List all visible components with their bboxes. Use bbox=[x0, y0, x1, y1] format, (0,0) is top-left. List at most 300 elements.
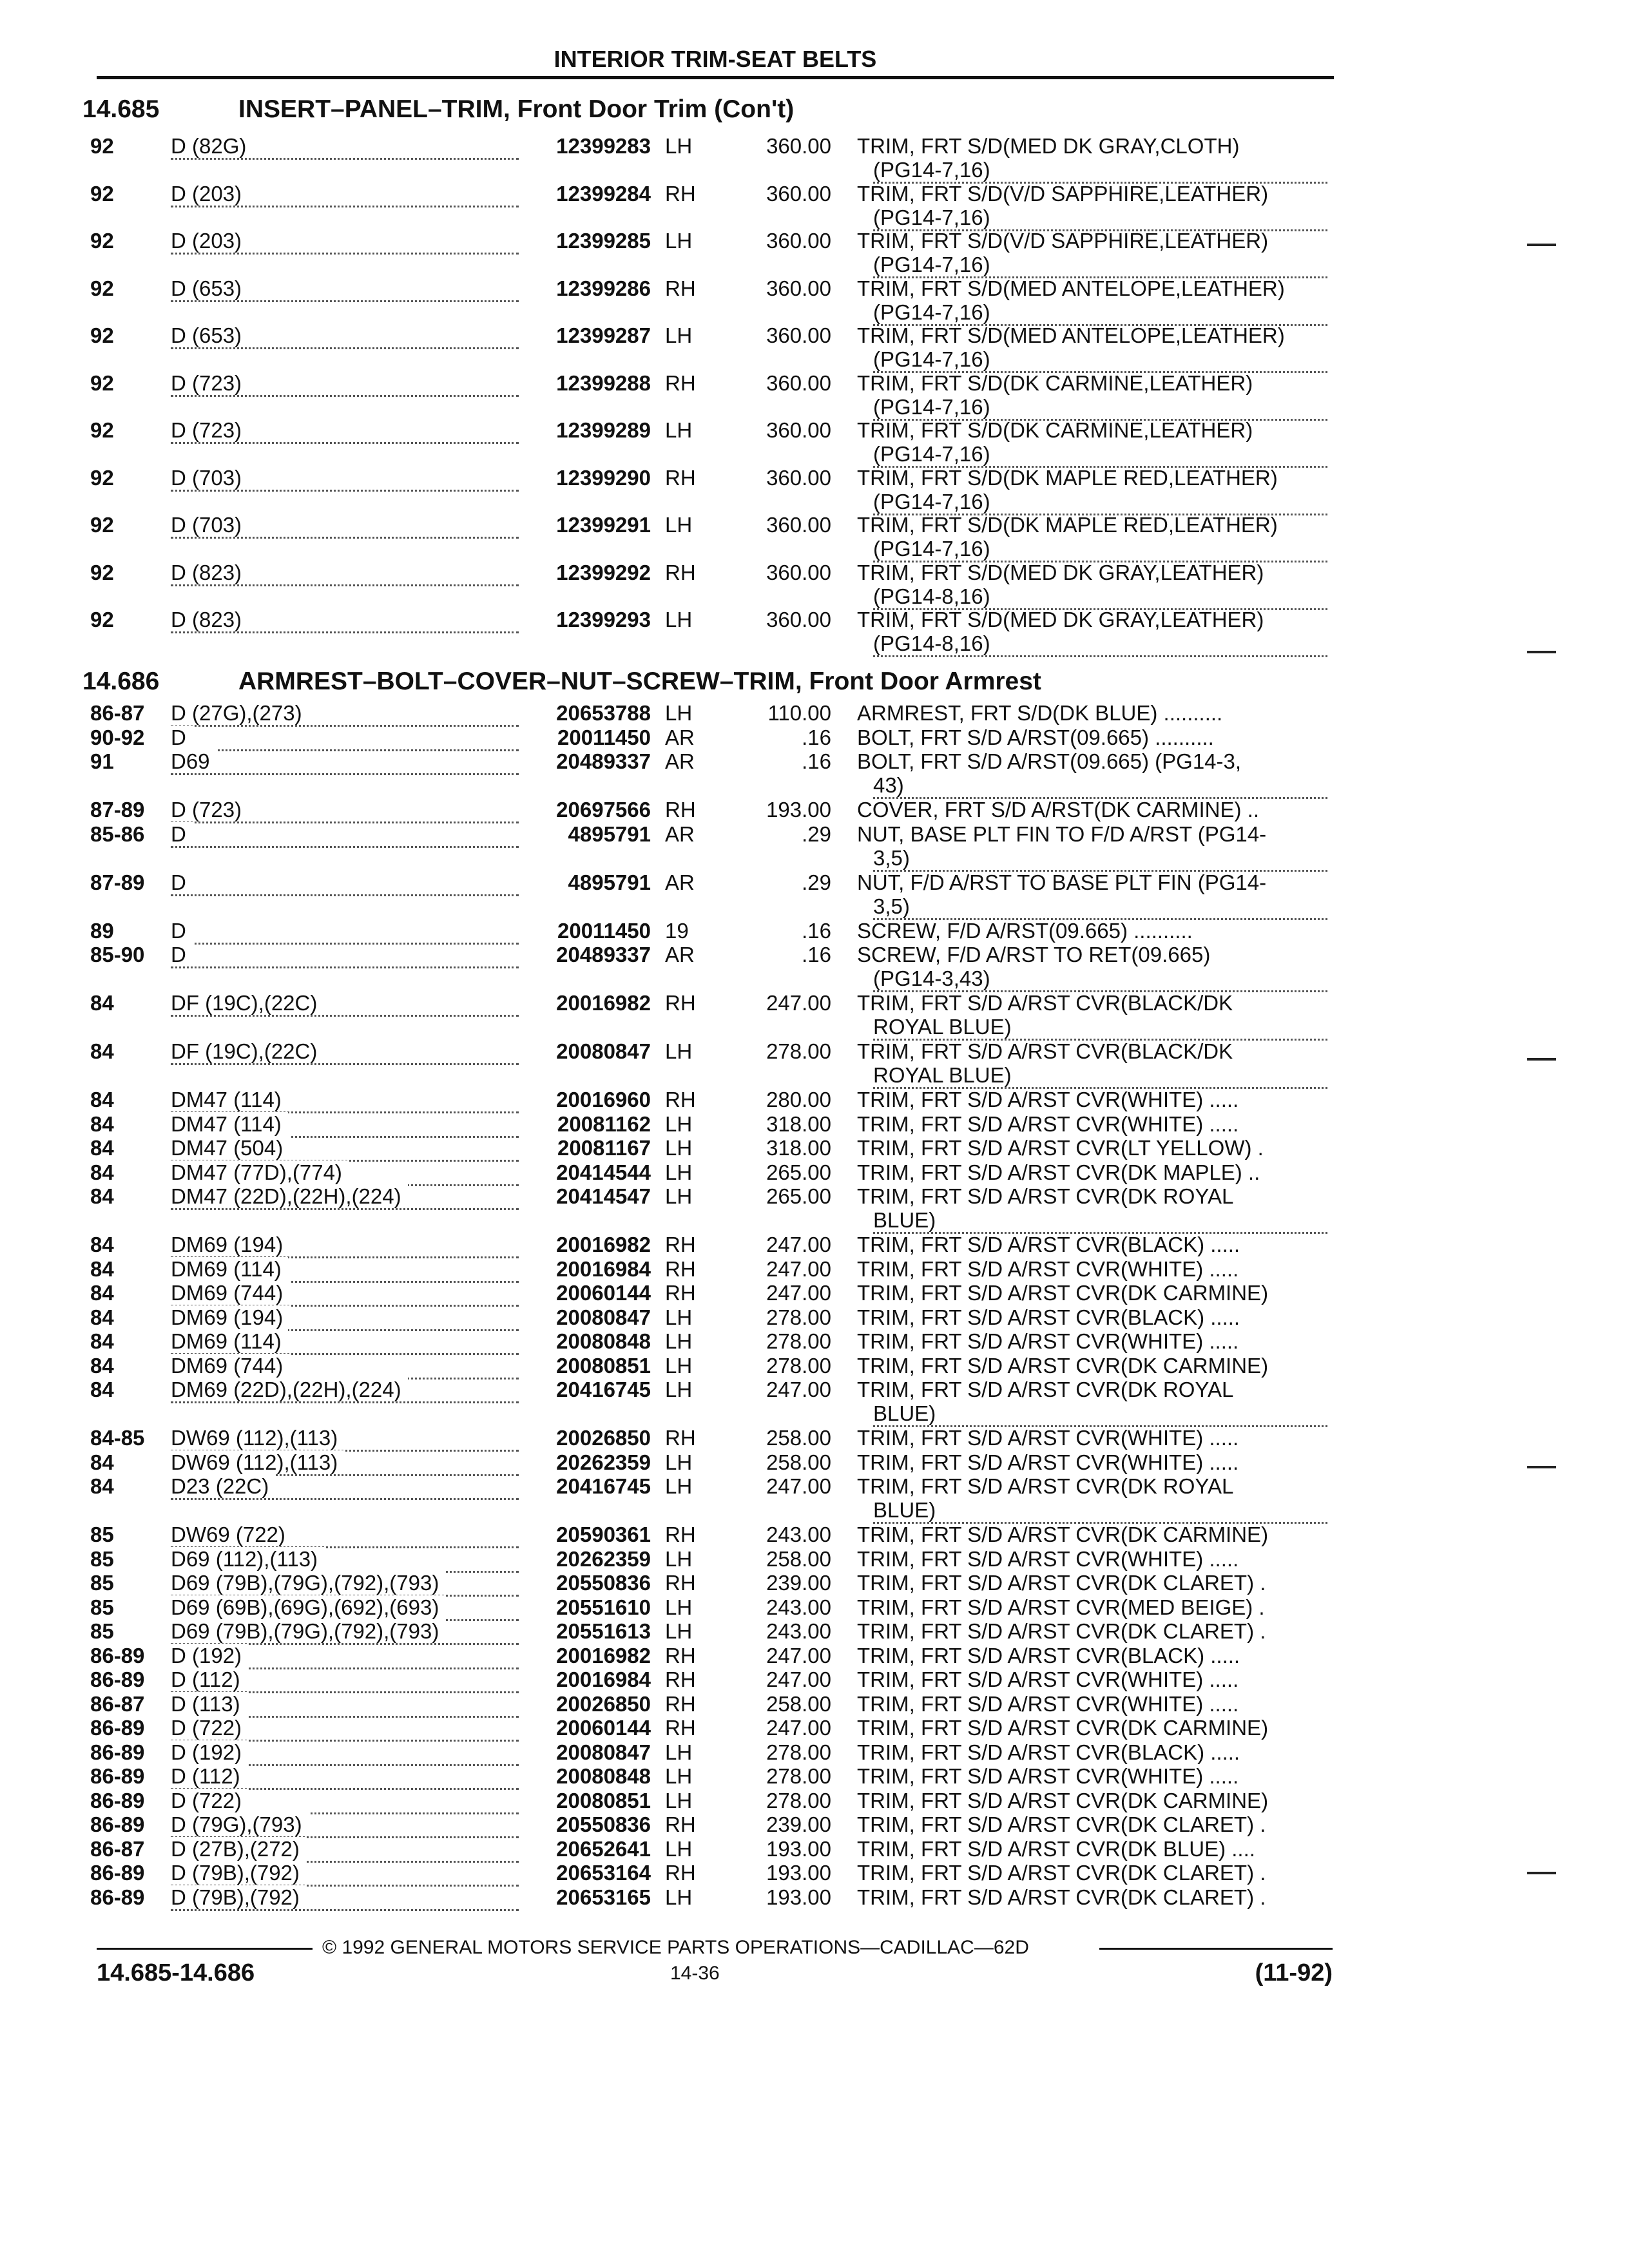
year-range: 91 bbox=[90, 749, 114, 773]
footer-rule-right bbox=[1099, 1948, 1333, 1950]
description bbox=[857, 822, 1327, 872]
part-number: 20011450 bbox=[557, 726, 651, 749]
quantity: LH bbox=[665, 1764, 693, 1788]
description bbox=[857, 418, 1327, 468]
description bbox=[857, 991, 1327, 1041]
quantity: LH bbox=[665, 1378, 693, 1401]
description-continuation-text: 3,5) bbox=[873, 846, 916, 870]
margin-mark bbox=[1527, 1872, 1556, 1874]
description bbox=[857, 1667, 1327, 1691]
quantity: RH bbox=[665, 1716, 696, 1740]
description-continuation-text: (PG14-8,16) bbox=[873, 631, 997, 655]
model-code-text: D (82G) bbox=[171, 134, 253, 158]
model-code-text: D bbox=[171, 919, 193, 943]
model-code-text: DW69 (112),(113) bbox=[171, 1450, 344, 1474]
part-number: 20060144 bbox=[556, 1716, 651, 1740]
description-continuation-text: (PG14-8,16) bbox=[873, 584, 997, 608]
quantity: 19 bbox=[665, 919, 689, 943]
model-code-text: D (203) bbox=[171, 229, 248, 253]
year-range: 92 bbox=[90, 561, 114, 584]
description bbox=[857, 1571, 1327, 1595]
year-range: 86-89 bbox=[90, 1764, 145, 1788]
description-line: TRIM, FRT S/D A/RST CVR(WHITE) ..... bbox=[857, 1088, 1239, 1111]
model-code-text: DM47 (504) bbox=[171, 1136, 289, 1160]
description-line: TRIM, FRT S/D A/RST CVR(BLACK) ..... bbox=[857, 1233, 1240, 1256]
year-range: 86-87 bbox=[90, 1837, 145, 1861]
description-continuation-text: BLUE) bbox=[873, 1208, 942, 1232]
description-line: TRIM, FRT S/D A/RST CVR(DK CLARET) . bbox=[857, 1619, 1266, 1643]
quantity: RH bbox=[665, 371, 696, 395]
description-continuation-text: 3,5) bbox=[873, 894, 916, 918]
model-code bbox=[171, 1112, 519, 1138]
description bbox=[857, 1885, 1327, 1909]
description-line: TRIM, FRT S/D A/RST CVR(DK CLARET) . bbox=[857, 1571, 1266, 1595]
price: 258.00 bbox=[766, 1692, 831, 1716]
year-range: 84 bbox=[90, 1257, 114, 1281]
price: 247.00 bbox=[766, 1644, 831, 1667]
description-continuation bbox=[873, 490, 1327, 515]
year-range: 92 bbox=[90, 182, 114, 206]
model-code-text: DF (19C),(22C) bbox=[171, 991, 323, 1015]
model-code-text: D (203) bbox=[171, 182, 248, 206]
part-number: 20011450 bbox=[557, 919, 651, 943]
description-continuation bbox=[873, 631, 1327, 657]
model-code-text: DM69 (22D),(22H),(224) bbox=[171, 1378, 408, 1401]
description bbox=[857, 1281, 1327, 1305]
part-number: 20414547 bbox=[556, 1184, 651, 1208]
model-code-text: D (113) bbox=[171, 1692, 247, 1716]
description-line: TRIM, FRT S/D(DK MAPLE RED,LEATHER) bbox=[857, 466, 1278, 490]
description-continuation bbox=[873, 894, 1327, 920]
part-number: 4895791 bbox=[568, 870, 651, 894]
year-range: 84 bbox=[90, 991, 114, 1015]
year-range: 85-90 bbox=[90, 943, 145, 966]
part-number: 20080847 bbox=[556, 1305, 651, 1329]
part-number: 12399291 bbox=[556, 513, 651, 537]
quantity: RH bbox=[665, 1644, 696, 1667]
quantity: RH bbox=[665, 798, 696, 822]
year-range: 86-89 bbox=[90, 1716, 145, 1740]
model-code bbox=[171, 182, 519, 207]
price: 258.00 bbox=[766, 1547, 831, 1571]
model-code bbox=[171, 561, 519, 586]
description-continuation-text: BLUE) bbox=[873, 1401, 942, 1425]
price: 265.00 bbox=[766, 1184, 831, 1208]
description-line: TRIM, FRT S/D A/RST CVR(BLACK) ..... bbox=[857, 1644, 1240, 1667]
price: 318.00 bbox=[766, 1112, 831, 1136]
year-range: 85 bbox=[90, 1523, 114, 1546]
year-range: 87-89 bbox=[90, 798, 145, 822]
price: 360.00 bbox=[766, 323, 831, 347]
part-number: 20080851 bbox=[556, 1354, 651, 1378]
model-code-text: DF (19C),(22C) bbox=[171, 1039, 323, 1063]
part-number: 20016960 bbox=[556, 1088, 651, 1111]
model-code-text: DM69 (744) bbox=[171, 1281, 289, 1305]
year-range: 86-89 bbox=[90, 1885, 145, 1909]
description bbox=[857, 870, 1327, 920]
description bbox=[857, 919, 1327, 943]
model-code-text: D (722) bbox=[171, 1716, 248, 1740]
part-number: 20652641 bbox=[556, 1837, 651, 1861]
price: 360.00 bbox=[766, 134, 831, 158]
price: 243.00 bbox=[766, 1523, 831, 1546]
description-continuation bbox=[873, 442, 1327, 468]
header-rule bbox=[97, 76, 1334, 79]
description bbox=[857, 798, 1327, 822]
price: .16 bbox=[802, 749, 831, 773]
part-number: 20551610 bbox=[556, 1595, 651, 1619]
model-code bbox=[171, 1547, 519, 1573]
model-code-text: D69 (69B),(69G),(692),(693) bbox=[171, 1595, 445, 1619]
description-continuation-text: BLUE) bbox=[873, 1498, 942, 1522]
model-code bbox=[171, 1595, 519, 1621]
quantity: RH bbox=[665, 1667, 696, 1691]
description bbox=[857, 1450, 1327, 1474]
description-continuation-text: (PG14-7,16) bbox=[873, 206, 997, 229]
description bbox=[857, 1160, 1327, 1184]
quantity: LH bbox=[665, 1039, 693, 1063]
description-line: NUT, BASE PLT FIN TO F/D A/RST (PG14- bbox=[857, 822, 1267, 846]
description-line: TRIM, FRT S/D A/RST CVR(DK CARMINE) bbox=[857, 1281, 1269, 1305]
description-line: TRIM, FRT S/D A/RST CVR(BLACK/DK bbox=[857, 1039, 1233, 1063]
quantity: LH bbox=[665, 1450, 693, 1474]
quantity: RH bbox=[665, 1088, 696, 1111]
model-code bbox=[171, 1692, 519, 1718]
model-code-text: DW69 (722) bbox=[171, 1523, 292, 1546]
model-code-text: DM47 (114) bbox=[171, 1088, 288, 1111]
model-code bbox=[171, 749, 519, 775]
quantity: LH bbox=[665, 1547, 693, 1571]
description-line: TRIM, FRT S/D A/RST CVR(WHITE) ..... bbox=[857, 1692, 1239, 1716]
margin-mark bbox=[1527, 244, 1556, 246]
model-code bbox=[171, 229, 519, 255]
year-range: 89 bbox=[90, 919, 114, 943]
description-continuation bbox=[873, 1208, 1327, 1234]
model-code bbox=[171, 1450, 519, 1476]
description bbox=[857, 1329, 1327, 1353]
price: 247.00 bbox=[766, 1257, 831, 1281]
model-code-text: DM69 (744) bbox=[171, 1354, 289, 1378]
model-code bbox=[171, 1281, 519, 1307]
description-continuation bbox=[873, 347, 1327, 373]
quantity: RH bbox=[665, 1523, 696, 1546]
year-range: 92 bbox=[90, 134, 114, 158]
year-range: 86-89 bbox=[90, 1644, 145, 1667]
model-code-text: DM69 (114) bbox=[171, 1257, 288, 1281]
model-code bbox=[171, 1474, 519, 1500]
price: 278.00 bbox=[766, 1305, 831, 1329]
description bbox=[857, 276, 1327, 326]
part-number: 20016984 bbox=[556, 1257, 651, 1281]
model-code-text: D (112) bbox=[171, 1764, 247, 1788]
model-code bbox=[171, 1426, 519, 1452]
year-range: 84 bbox=[90, 1112, 114, 1136]
description-line: TRIM, FRT S/D(MED DK GRAY,LEATHER) bbox=[857, 561, 1264, 584]
quantity: LH bbox=[665, 513, 693, 537]
part-number: 20653164 bbox=[556, 1861, 651, 1885]
description-line: TRIM, FRT S/D(DK CARMINE,LEATHER) bbox=[857, 371, 1253, 395]
quantity: LH bbox=[665, 608, 693, 631]
price: 360.00 bbox=[766, 608, 831, 631]
description-line: TRIM, FRT S/D A/RST CVR(DK ROYAL bbox=[857, 1378, 1234, 1401]
quantity: RH bbox=[665, 1692, 696, 1716]
year-range: 92 bbox=[90, 323, 114, 347]
quantity: LH bbox=[665, 1740, 693, 1764]
quantity: LH bbox=[665, 1305, 693, 1329]
quantity: AR bbox=[665, 870, 695, 894]
model-code bbox=[171, 1571, 519, 1597]
part-number: 20590361 bbox=[556, 1523, 651, 1546]
description-continuation-text: (PG14-7,16) bbox=[873, 490, 997, 514]
model-code bbox=[171, 1764, 519, 1790]
price: 280.00 bbox=[766, 1088, 831, 1111]
description-line: BOLT, FRT S/D A/RST(09.665) (PG14-3, bbox=[857, 749, 1242, 773]
year-range: 86-87 bbox=[90, 1692, 145, 1716]
quantity: LH bbox=[665, 1885, 693, 1909]
quantity: LH bbox=[665, 1184, 693, 1208]
quantity: LH bbox=[665, 1329, 693, 1353]
year-range: 92 bbox=[90, 466, 114, 490]
description-continuation bbox=[873, 966, 1327, 992]
price: 278.00 bbox=[766, 1354, 831, 1378]
model-code-text: D69 (112),(113) bbox=[171, 1547, 324, 1571]
description bbox=[857, 608, 1327, 657]
part-number: 20551613 bbox=[556, 1619, 651, 1643]
description-line: TRIM, FRT S/D(MED ANTELOPE,LEATHER) bbox=[857, 323, 1285, 347]
price: 278.00 bbox=[766, 1764, 831, 1788]
price: .29 bbox=[802, 822, 831, 846]
description-continuation bbox=[873, 253, 1327, 278]
description-continuation bbox=[873, 206, 1327, 231]
description-continuation-text: (PG14-3,43) bbox=[873, 966, 997, 990]
model-code bbox=[171, 1619, 519, 1645]
price: 360.00 bbox=[766, 182, 831, 206]
model-code-text: D (722) bbox=[171, 1789, 248, 1812]
year-range: 84 bbox=[90, 1136, 114, 1160]
footer-rule-left bbox=[97, 1948, 313, 1950]
quantity: LH bbox=[665, 701, 693, 725]
model-code bbox=[171, 1088, 519, 1113]
price: 243.00 bbox=[766, 1619, 831, 1643]
quantity: LH bbox=[665, 1136, 693, 1160]
price: 247.00 bbox=[766, 991, 831, 1015]
part-number: 20080847 bbox=[556, 1740, 651, 1764]
year-range: 90-92 bbox=[90, 726, 145, 749]
part-number: 20060144 bbox=[556, 1281, 651, 1305]
year-range: 86-87 bbox=[90, 701, 145, 725]
price: .16 bbox=[802, 919, 831, 943]
quantity: LH bbox=[665, 1789, 693, 1812]
model-code-text: DW69 (112),(113) bbox=[171, 1426, 344, 1450]
part-number: 12399290 bbox=[556, 466, 651, 490]
quantity: RH bbox=[665, 1281, 696, 1305]
description-line: SCREW, F/D A/RST TO RET(09.665) bbox=[857, 943, 1211, 966]
model-code-text: D (27B),(272) bbox=[171, 1837, 306, 1861]
description-line: TRIM, FRT S/D A/RST CVR(BLACK) ..... bbox=[857, 1740, 1240, 1764]
part-number: 20080848 bbox=[556, 1764, 651, 1788]
model-code-text: D bbox=[171, 726, 193, 749]
year-range: 86-89 bbox=[90, 1789, 145, 1812]
description-line: TRIM, FRT S/D A/RST CVR(DK ROYAL bbox=[857, 1184, 1234, 1208]
description-line: TRIM, FRT S/D A/RST CVR(WHITE) ..... bbox=[857, 1667, 1239, 1691]
model-code-text: D bbox=[171, 870, 193, 894]
footer-page-number: 14-36 bbox=[670, 1963, 720, 1984]
price: 278.00 bbox=[766, 1740, 831, 1764]
model-code bbox=[171, 1740, 519, 1766]
description bbox=[857, 1088, 1327, 1111]
description bbox=[857, 1716, 1327, 1740]
model-code bbox=[171, 870, 519, 896]
part-number: 20697566 bbox=[556, 798, 651, 822]
margin-mark bbox=[1527, 1058, 1556, 1061]
description-line: TRIM, FRT S/D A/RST CVR(DK MAPLE) .. bbox=[857, 1160, 1260, 1184]
model-code bbox=[171, 1837, 519, 1863]
description-line: COVER, FRT S/D A/RST(DK CARMINE) .. bbox=[857, 798, 1260, 822]
year-range: 85 bbox=[90, 1619, 114, 1643]
description-continuation-text: (PG14-7,16) bbox=[873, 442, 997, 466]
model-code-text: D (703) bbox=[171, 513, 248, 537]
description bbox=[857, 1378, 1327, 1427]
part-number: 20262359 bbox=[556, 1547, 651, 1571]
description-line: TRIM, FRT S/D(DK CARMINE,LEATHER) bbox=[857, 418, 1253, 442]
section-number: 14.685 bbox=[82, 95, 160, 123]
year-range: 92 bbox=[90, 513, 114, 537]
price: 239.00 bbox=[766, 1812, 831, 1836]
quantity: LH bbox=[665, 1112, 693, 1136]
year-range: 84 bbox=[90, 1354, 114, 1378]
part-number: 12399287 bbox=[556, 323, 651, 347]
model-code bbox=[171, 323, 519, 349]
part-number: 20016982 bbox=[556, 1644, 651, 1667]
description bbox=[857, 371, 1327, 421]
description bbox=[857, 726, 1327, 749]
year-range: 84 bbox=[90, 1329, 114, 1353]
model-code bbox=[171, 1184, 519, 1210]
part-number: 20026850 bbox=[556, 1692, 651, 1716]
part-number: 4895791 bbox=[568, 822, 651, 846]
quantity: LH bbox=[665, 1354, 693, 1378]
model-code-text: D (112) bbox=[171, 1667, 247, 1691]
description-line: TRIM, FRT S/D A/RST CVR(MED BEIGE) . bbox=[857, 1595, 1265, 1619]
year-range: 86-89 bbox=[90, 1740, 145, 1764]
model-code-text: DM69 (114) bbox=[171, 1329, 288, 1353]
part-number: 20416745 bbox=[556, 1378, 651, 1401]
year-range: 84 bbox=[90, 1039, 114, 1063]
price: 247.00 bbox=[766, 1233, 831, 1256]
description bbox=[857, 1426, 1327, 1450]
year-range: 84 bbox=[90, 1305, 114, 1329]
quantity: LH bbox=[665, 1837, 693, 1861]
model-code-text: D (79B),(792) bbox=[171, 1861, 306, 1885]
part-number: 12399292 bbox=[556, 561, 651, 584]
description-line: TRIM, FRT S/D(MED DK GRAY,LEATHER) bbox=[857, 608, 1264, 631]
year-range: 84 bbox=[90, 1450, 114, 1474]
description-continuation-text: (PG14-7,16) bbox=[873, 300, 997, 324]
description bbox=[857, 1764, 1327, 1788]
model-code bbox=[171, 513, 519, 539]
description-continuation-text: (PG14-7,16) bbox=[873, 395, 997, 419]
model-code bbox=[171, 1523, 519, 1548]
model-code-text: D69 (79B),(79G),(792),(793) bbox=[171, 1619, 445, 1643]
section-title: INSERT–PANEL–TRIM, Front Door Trim (Con't) bbox=[238, 95, 795, 123]
year-range: 92 bbox=[90, 229, 114, 253]
description-line: TRIM, FRT S/D A/RST CVR(WHITE) ..... bbox=[857, 1450, 1239, 1474]
description-line: TRIM, FRT S/D A/RST CVR(DK CLARET) . bbox=[857, 1812, 1266, 1836]
footer-date: (11-92) bbox=[1255, 1959, 1333, 1986]
year-range: 92 bbox=[90, 608, 114, 631]
model-code-text: D (703) bbox=[171, 466, 248, 490]
section-title: ARMREST–BOLT–COVER–NUT–SCREW–TRIM, Front Door Armrest bbox=[238, 668, 1041, 695]
description-line: TRIM, FRT S/D A/RST CVR(WHITE) ..... bbox=[857, 1112, 1239, 1136]
model-code bbox=[171, 991, 519, 1017]
year-range: 84 bbox=[90, 1088, 114, 1111]
description-line: TRIM, FRT S/D A/RST CVR(DK CARMINE) bbox=[857, 1716, 1269, 1740]
quantity: RH bbox=[665, 466, 696, 490]
description-line: TRIM, FRT S/D A/RST CVR(DK CARMINE) bbox=[857, 1523, 1269, 1546]
model-code bbox=[171, 276, 519, 302]
price: 258.00 bbox=[766, 1450, 831, 1474]
description bbox=[857, 749, 1327, 799]
model-code-text: D23 (22C) bbox=[171, 1474, 275, 1498]
price: 360.00 bbox=[766, 513, 831, 537]
model-code-text: D (79G),(793) bbox=[171, 1812, 309, 1836]
model-code-text: D69 bbox=[171, 749, 217, 773]
description bbox=[857, 701, 1327, 725]
quantity: LH bbox=[665, 229, 693, 253]
part-number: 20080851 bbox=[556, 1789, 651, 1812]
description bbox=[857, 1112, 1327, 1136]
model-code bbox=[171, 418, 519, 444]
year-range: 84 bbox=[90, 1184, 114, 1208]
description-line: TRIM, FRT S/D(MED ANTELOPE,LEATHER) bbox=[857, 276, 1285, 300]
description-continuation-text: 43) bbox=[873, 773, 911, 797]
description bbox=[857, 1233, 1327, 1256]
page-header-title: INTERIOR TRIM-SEAT BELTS bbox=[554, 46, 877, 72]
description-line: TRIM, FRT S/D(DK MAPLE RED,LEATHER) bbox=[857, 513, 1278, 537]
price: 318.00 bbox=[766, 1136, 831, 1160]
part-number: 12399284 bbox=[556, 182, 651, 206]
description bbox=[857, 1523, 1327, 1546]
year-range: 84 bbox=[90, 1474, 114, 1498]
year-range: 84 bbox=[90, 1281, 114, 1305]
part-number: 20081167 bbox=[557, 1136, 651, 1160]
model-code bbox=[171, 822, 519, 848]
description-line: ARMREST, FRT S/D(DK BLUE) .......... bbox=[857, 701, 1223, 725]
description-line: SCREW, F/D A/RST(09.665) .......... bbox=[857, 919, 1193, 943]
model-code-text: D bbox=[171, 943, 193, 966]
price: 360.00 bbox=[766, 418, 831, 442]
description bbox=[857, 1547, 1327, 1571]
description bbox=[857, 1257, 1327, 1281]
model-code bbox=[171, 943, 519, 968]
description bbox=[857, 134, 1327, 184]
footer-copyright: © 1992 GENERAL MOTORS SERVICE PARTS OPERATIONS—CADILLAC—62D bbox=[322, 1937, 1029, 1958]
description bbox=[857, 1305, 1327, 1329]
year-range: 85 bbox=[90, 1547, 114, 1571]
description bbox=[857, 1474, 1327, 1524]
model-code-text: D (823) bbox=[171, 561, 248, 584]
part-number: 20550836 bbox=[556, 1571, 651, 1595]
description-line: TRIM, FRT S/D(V/D SAPPHIRE,LEATHER) bbox=[857, 182, 1269, 206]
description-continuation bbox=[873, 300, 1327, 326]
description-line: TRIM, FRT S/D A/RST CVR(WHITE) ..... bbox=[857, 1547, 1239, 1571]
quantity: AR bbox=[665, 943, 695, 966]
description bbox=[857, 1136, 1327, 1160]
model-code bbox=[171, 798, 519, 823]
description-continuation bbox=[873, 846, 1327, 872]
description-continuation bbox=[873, 773, 1327, 799]
price: 360.00 bbox=[766, 229, 831, 253]
